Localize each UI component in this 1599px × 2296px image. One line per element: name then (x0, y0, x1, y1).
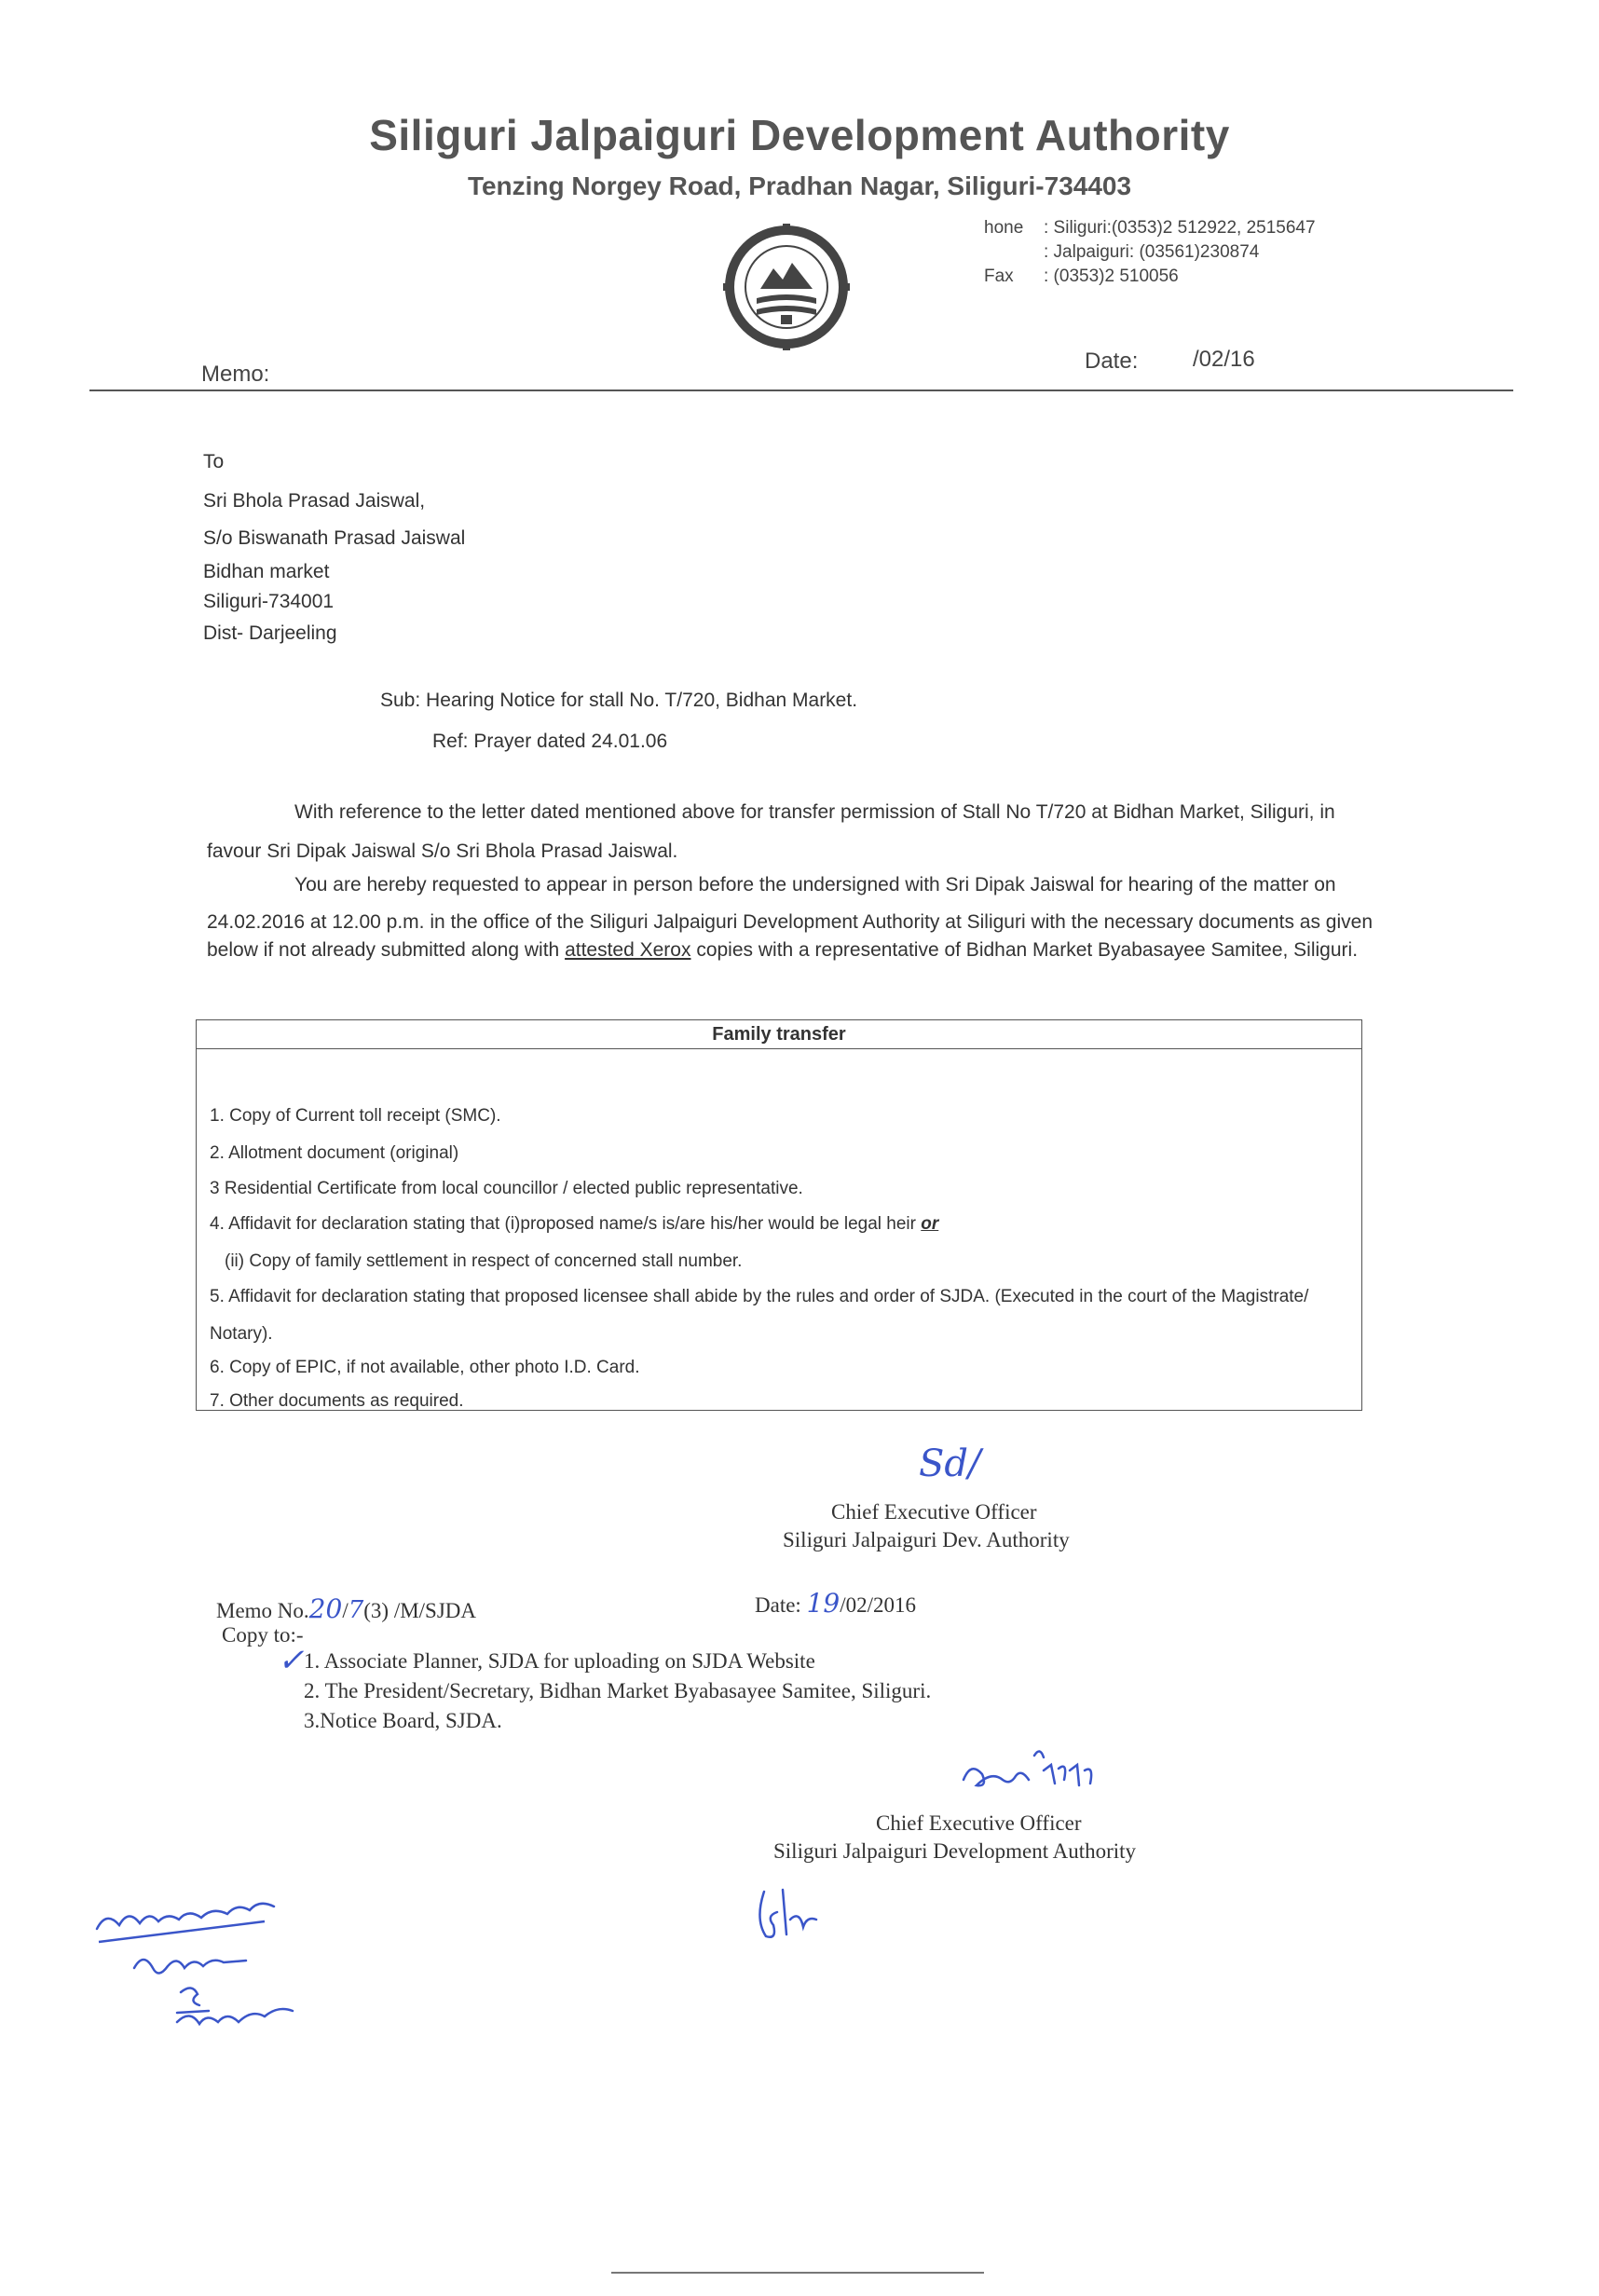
memo-number-handwritten: 20 (308, 1593, 343, 1624)
copy-recipient: 2. The President/Secretary, Bidhan Market Byabasayee Samitee, Siliguri. (304, 1679, 932, 1702)
requirement-text: 4. Affidavit for declaration stating that (i)proposed name/s is/are his/her would be legal heir (210, 1214, 916, 1234)
memo-label: Memo: (201, 362, 270, 387)
signature-initials: Sd/ (919, 1442, 981, 1485)
fax-label: Fax (984, 266, 1014, 286)
date-label: Date: (1085, 348, 1139, 374)
requirement-item: 1. Copy of Current toll receipt (SMC). (210, 1106, 501, 1126)
handwritten-signature-icon (954, 1742, 1103, 1808)
requirements-table (196, 1019, 1362, 1411)
memo-prefix: Memo No. (216, 1599, 309, 1622)
requirement-item: 6. Copy of EPIC, if not available, other photo I.D. Card. (210, 1358, 640, 1377)
requirement-item (210, 1214, 938, 1235)
body-paragraph-1: With reference to the letter dated mentioned above for transfer permission of Stall No T/720 at Bidhan Market, Siliguri, in (294, 801, 1335, 823)
signatory-title: Chief Executive Officer (876, 1811, 1082, 1835)
signatory-org: Siliguri Jalpaiguri Dev. Authority (783, 1528, 1070, 1551)
copy-to-label: Copy to:- (222, 1623, 304, 1647)
body-paragraph-2-cont: 24.02.2016 at 12.00 p.m. in the office of the Siliguri Jalpaiguri Development Authority at Siliguri with the necessary documents as given (207, 911, 1373, 933)
body-text: below if not already submitted along with (207, 939, 566, 961)
memo-separator: / (342, 1599, 348, 1622)
memo-number-handwritten: 7 (348, 1596, 364, 1624)
memo-date (755, 1588, 916, 1619)
requirement-item: 3 Residential Certificate from local councillor / elected public representative. (210, 1179, 803, 1198)
to-label: To (203, 451, 225, 472)
memo-date-prefix: Date: (755, 1593, 807, 1617)
footer-rule (611, 2272, 984, 2274)
handwritten-initial-icon (745, 1882, 829, 1948)
fax-number: : (0353)2 510056 (1044, 266, 1179, 286)
body-paragraph-2: You are hereby requested to appear in person before the undersigned with Sri Dipak Jaiswal for hearing of the matter on (294, 874, 1336, 895)
phone-siliguri: : Siliguri:(0353)2 512922, 2515647 (1044, 218, 1316, 238)
copy-recipient: 1. Associate Planner, SJDA for uploading on SJDA Website (304, 1649, 815, 1673)
memo-date-handwritten: 19 (806, 1588, 840, 1619)
subject-line: Sub: Hearing Notice for stall No. T/720, Bidhan Market. (380, 690, 858, 711)
requirement-item: 7. Other documents as required. (210, 1391, 464, 1411)
requirements-title: Family transfer (197, 1020, 1361, 1049)
header-divider (89, 390, 1513, 391)
requirement-item: (ii) Copy of family settlement in respect of concerned stall number. (225, 1251, 743, 1271)
or-text: or (921, 1214, 939, 1234)
contact-block (984, 218, 1375, 293)
reference-line: Ref: Prayer dated 24.01.06 (432, 731, 668, 752)
signatory-title: Chief Executive Officer (831, 1500, 1037, 1524)
organization-address: Tenzing Norgey Road, Pradhan Nagar, Siliguri-734403 (467, 171, 1132, 200)
memo-suffix: (3) /M/SJDA (363, 1599, 477, 1622)
organization-name: Siliguri Jalpaiguri Development Authority (369, 111, 1230, 159)
body-paragraph-1-cont: favour Sri Dipak Jaiswal S/o Sri Bhola Prasad Jaiswal. (207, 840, 678, 862)
phone-jalpaiguri: : Jalpaiguri: (03561)230874 (1044, 242, 1260, 262)
date-value: /02/16 (1193, 347, 1255, 372)
sjda-seal-icon (723, 224, 850, 350)
memo-number (216, 1593, 476, 1624)
signatory-org: Siliguri Jalpaiguri Development Authority (773, 1839, 1137, 1863)
recipient-line: S/o Biswanath Prasad Jaiswal (203, 527, 466, 549)
body-paragraph-2-end (207, 939, 1358, 962)
attested-xerox-text: attested Xerox (565, 939, 691, 961)
recipient-line: Sri Bhola Prasad Jaiswal, (203, 490, 426, 512)
checkmark-icon: ✓ (278, 1642, 305, 1679)
requirement-item: Notary). (210, 1324, 273, 1344)
recipient-line: Bidhan market (203, 561, 330, 582)
body-text: copies with a representative of Bidhan Market Byabasayee Samitee, Siliguri. (690, 939, 1359, 961)
requirement-item: 5. Affidavit for declaration stating that proposed licensee shall abide by the rules and order of SJDA. (Executed in the court of the Magistrate/ (210, 1287, 1309, 1306)
recipient-line: Dist- Darjeeling (203, 622, 337, 644)
requirement-item: 2. Allotment document (original) (210, 1143, 459, 1163)
handwritten-note-icon (88, 1882, 358, 2050)
copy-recipient: 3.Notice Board, SJDA. (304, 1709, 502, 1732)
phone-label: hone (984, 218, 1024, 238)
memo-date-suffix: /02/2016 (840, 1593, 916, 1617)
recipient-line: Siliguri-734001 (203, 591, 335, 612)
